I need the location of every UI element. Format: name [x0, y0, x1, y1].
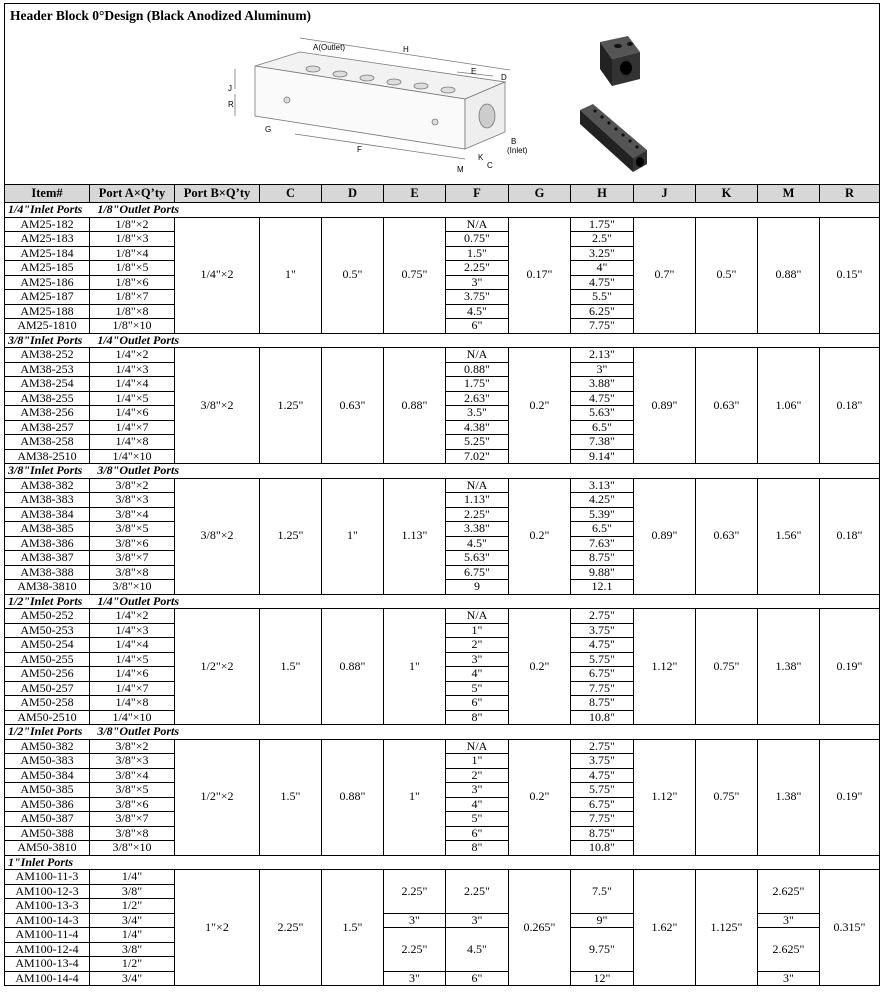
h-cell: 7.75" — [571, 319, 634, 334]
f-cell: N/A — [446, 217, 509, 232]
table-row — [5, 478, 880, 493]
m-cell: 1.38" — [758, 739, 820, 855]
f-cell: 8" — [446, 710, 509, 725]
h-cell: 3" — [571, 362, 634, 377]
item-cell: AM25-183 — [5, 232, 90, 247]
port-a-cell: 1/4"×7 — [90, 681, 175, 696]
h-cell: 12.1 — [571, 580, 634, 595]
h-cell: 7.63" — [571, 536, 634, 551]
m-cell: 0.88" — [758, 217, 820, 333]
item-cell: AM100-11-3 — [5, 870, 90, 885]
item-cell: AM100-12-4 — [5, 942, 90, 957]
h-cell: 4.75" — [571, 768, 634, 783]
label-g: G — [265, 125, 272, 134]
f-cell: 5" — [446, 681, 509, 696]
item-cell: AM50-2510 — [5, 710, 90, 725]
column-header: E — [384, 185, 446, 203]
h-cell: 5.75" — [571, 652, 634, 667]
item-cell: AM50-387 — [5, 812, 90, 827]
f-cell: 6" — [446, 319, 509, 334]
h-cell: 8.75" — [571, 696, 634, 711]
item-cell: AM50-252 — [5, 609, 90, 624]
h-cell: 8.75" — [571, 826, 634, 841]
item-cell: AM38-386 — [5, 536, 90, 551]
item-cell: AM38-253 — [5, 362, 90, 377]
port-a-cell: 3/8"×5 — [90, 783, 175, 798]
column-header: J — [634, 185, 696, 203]
port-b-cell: 1/4"×2 — [175, 217, 260, 333]
h-cell: 5.75" — [571, 783, 634, 798]
port-a-cell: 1/2" — [90, 899, 175, 914]
g-cell: 0.2" — [509, 478, 571, 594]
item-cell: AM50-254 — [5, 638, 90, 653]
h-cell: 6.5" — [571, 522, 634, 537]
item-cell: AM38-384 — [5, 507, 90, 522]
e-cell: 2.25" — [384, 870, 446, 914]
item-cell: AM50-383 — [5, 754, 90, 769]
item-cell: AM25-182 — [5, 217, 90, 232]
item-cell: AM38-385 — [5, 522, 90, 537]
column-header: D — [322, 185, 384, 203]
port-a-cell: 1/4"×4 — [90, 377, 175, 392]
h-cell: 10.8" — [571, 841, 634, 856]
port-a-cell: 3/8"×3 — [90, 493, 175, 508]
item-cell: AM38-258 — [5, 435, 90, 450]
d-cell: 0.63" — [322, 348, 384, 464]
item-cell: AM100-12-3 — [5, 884, 90, 899]
r-cell: 0.315" — [820, 870, 880, 986]
e-cell: 3" — [384, 913, 446, 928]
m-cell: 3" — [758, 971, 820, 986]
f-cell: 1.75" — [446, 377, 509, 392]
h-cell: 9.88" — [571, 565, 634, 580]
port-a-cell: 1/4"×4 — [90, 638, 175, 653]
h-cell: 6.75" — [571, 667, 634, 682]
r-cell: 0.18" — [820, 478, 880, 594]
h-cell: 6.25" — [571, 304, 634, 319]
item-cell: AM25-1810 — [5, 319, 90, 334]
h-cell: 8.75" — [571, 551, 634, 566]
f-cell: 8" — [446, 841, 509, 856]
item-cell: AM50-385 — [5, 783, 90, 798]
column-header: Port A×Q’ty — [90, 185, 175, 203]
d-cell: 1.5" — [322, 870, 384, 986]
e-cell: 1" — [384, 609, 446, 725]
h-cell: 4.75" — [571, 638, 634, 653]
column-header: K — [696, 185, 758, 203]
c-cell: 1.25" — [260, 348, 322, 464]
item-cell: AM38-254 — [5, 377, 90, 392]
j-cell: 0.7" — [634, 217, 696, 333]
item-cell: AM50-382 — [5, 739, 90, 754]
k-cell: 0.75" — [696, 739, 758, 855]
f-cell: 1" — [446, 754, 509, 769]
f-cell: 6" — [446, 826, 509, 841]
port-b-cell: 3/8"×2 — [175, 348, 260, 464]
f-cell: N/A — [446, 348, 509, 363]
port-a-cell: 1/8"×3 — [90, 232, 175, 247]
j-cell: 1.62" — [634, 870, 696, 986]
item-cell: AM100-11-4 — [5, 928, 90, 943]
d-cell: 0.88" — [322, 739, 384, 855]
header-row — [5, 185, 880, 203]
port-a-cell: 1/8"×4 — [90, 246, 175, 261]
port-a-cell: 3/8"×4 — [90, 768, 175, 783]
item-cell: AM50-388 — [5, 826, 90, 841]
f-cell: 0.75" — [446, 232, 509, 247]
h-cell: 5.5" — [571, 290, 634, 305]
e-cell: 2.25" — [384, 928, 446, 972]
section-heading: 1/4"Inlet Ports 1/8"Outlet Ports — [5, 203, 880, 218]
item-cell: AM25-184 — [5, 246, 90, 261]
item-cell: AM25-187 — [5, 290, 90, 305]
label-e: E — [471, 67, 477, 76]
h-cell: 3.25" — [571, 246, 634, 261]
port-a-cell: 1/8"×6 — [90, 275, 175, 290]
h-cell: 7.75" — [571, 812, 634, 827]
port-a-cell: 3/8" — [90, 942, 175, 957]
table-row — [5, 739, 880, 754]
section-heading: 1/2"Inlet Ports 1/4"Outlet Ports — [5, 594, 880, 609]
j-cell: 1.12" — [634, 609, 696, 725]
item-cell: AM38-383 — [5, 493, 90, 508]
f-cell: 0.88" — [446, 362, 509, 377]
port-a-cell: 3/8"×10 — [90, 580, 175, 595]
h-cell: 3.75" — [571, 623, 634, 638]
f-cell: 9 — [446, 580, 509, 595]
port-a-cell: 1/4"×8 — [90, 435, 175, 450]
f-cell: 4.38" — [446, 420, 509, 435]
section-heading-row — [5, 333, 880, 348]
port-a-cell: 3/8" — [90, 884, 175, 899]
item-cell: AM38-382 — [5, 478, 90, 493]
item-cell: AM38-387 — [5, 551, 90, 566]
e-cell: 1" — [384, 739, 446, 855]
m-cell: 1.56" — [758, 478, 820, 594]
table-row — [5, 348, 880, 363]
h-cell: 4.25" — [571, 493, 634, 508]
port-a-cell: 1/4"×10 — [90, 449, 175, 464]
f-cell: 6.75" — [446, 565, 509, 580]
item-cell: AM50-253 — [5, 623, 90, 638]
h-cell: 3.75" — [571, 754, 634, 769]
h-cell: 1.75" — [571, 217, 634, 232]
m-cell: 2.625" — [758, 870, 820, 914]
item-cell: AM100-14-3 — [5, 913, 90, 928]
f-cell: 5.63" — [446, 551, 509, 566]
port-a-cell: 3/8"×8 — [90, 565, 175, 580]
port-a-cell: 3/8"×8 — [90, 826, 175, 841]
h-cell: 6.75" — [571, 797, 634, 812]
item-cell: AM25-186 — [5, 275, 90, 290]
section-heading: 3/8"Inlet Ports 3/8"Outlet Ports — [5, 464, 880, 479]
port-a-cell: 3/8"×2 — [90, 739, 175, 754]
column-header: R — [820, 185, 880, 203]
j-cell: 0.89" — [634, 478, 696, 594]
label-f: F — [357, 145, 362, 154]
h-cell: 2.13" — [571, 348, 634, 363]
k-cell: 0.5" — [696, 217, 758, 333]
f-cell: 2" — [446, 768, 509, 783]
k-cell: 0.63" — [696, 478, 758, 594]
section-heading: 3/8"Inlet Ports 1/4"Outlet Ports — [5, 333, 880, 348]
e-cell: 1.13" — [384, 478, 446, 594]
label-c: C — [487, 161, 493, 170]
item-cell: AM100-14-4 — [5, 971, 90, 986]
c-cell: 1" — [260, 217, 322, 333]
port-a-cell: 3/8"×7 — [90, 551, 175, 566]
f-cell: 4.5" — [446, 304, 509, 319]
section-heading-row — [5, 464, 880, 479]
e-cell: 0.88" — [384, 348, 446, 464]
j-cell: 0.89" — [634, 348, 696, 464]
column-header: H — [571, 185, 634, 203]
section-heading-row — [5, 725, 880, 740]
h-cell: 6.5" — [571, 420, 634, 435]
f-cell: N/A — [446, 739, 509, 754]
product-photo-long — [575, 102, 655, 177]
table-row — [5, 217, 880, 232]
h-cell: 9.14" — [571, 449, 634, 464]
item-cell: AM38-255 — [5, 391, 90, 406]
f-cell: 1.5" — [446, 246, 509, 261]
item-cell: AM50-386 — [5, 797, 90, 812]
column-header: G — [509, 185, 571, 203]
item-cell: AM100-13-4 — [5, 957, 90, 972]
item-cell: AM50-384 — [5, 768, 90, 783]
h-cell: 7.5" — [571, 870, 634, 914]
port-b-cell: 1/2"×2 — [175, 609, 260, 725]
h-cell: 10.8" — [571, 710, 634, 725]
g-cell: 0.2" — [509, 609, 571, 725]
port-a-cell: 1/4"×3 — [90, 623, 175, 638]
page-title: Header Block 0°Design (Black Anodized Aluminum) — [10, 8, 312, 23]
e-cell: 0.75" — [384, 217, 446, 333]
k-cell: 0.75" — [696, 609, 758, 725]
h-cell: 4.75" — [571, 275, 634, 290]
item-cell: AM50-255 — [5, 652, 90, 667]
h-cell: 3.88" — [571, 377, 634, 392]
f-cell: 3" — [446, 275, 509, 290]
spec-table — [4, 184, 880, 986]
g-cell: 0.2" — [509, 348, 571, 464]
port-a-cell: 3/8"×4 — [90, 507, 175, 522]
port-a-cell: 3/8"×6 — [90, 536, 175, 551]
g-cell: 0.17" — [509, 217, 571, 333]
port-a-cell: 1/8"×10 — [90, 319, 175, 334]
g-cell: 0.2" — [509, 739, 571, 855]
f-cell: 7.02" — [446, 449, 509, 464]
k-cell: 1.125" — [696, 870, 758, 986]
h-cell: 2.75" — [571, 739, 634, 754]
f-cell: 6" — [446, 696, 509, 711]
section-heading: 1/2"Inlet Ports 3/8"Outlet Ports — [5, 725, 880, 740]
port-a-cell: 1/4"×2 — [90, 609, 175, 624]
d-cell: 0.5" — [322, 217, 384, 333]
port-a-cell: 3/8"×7 — [90, 812, 175, 827]
label-m: M — [457, 165, 464, 174]
port-a-cell: 1/4" — [90, 870, 175, 885]
f-cell: 4.5" — [446, 536, 509, 551]
h-cell: 12" — [571, 971, 634, 986]
r-cell: 0.19" — [820, 609, 880, 725]
port-a-cell: 1/4"×10 — [90, 710, 175, 725]
item-cell: AM50-256 — [5, 667, 90, 682]
f-cell: 1" — [446, 623, 509, 638]
h-cell: 5.39" — [571, 507, 634, 522]
label-j: J — [228, 84, 232, 93]
c-cell: 2.25" — [260, 870, 322, 986]
m-cell: 3" — [758, 913, 820, 928]
port-a-cell: 3/4" — [90, 913, 175, 928]
item-cell: AM38-388 — [5, 565, 90, 580]
product-photo-short — [590, 34, 650, 89]
port-a-cell: 1/4"×8 — [90, 696, 175, 711]
f-cell: 5.25" — [446, 435, 509, 450]
table-body — [5, 203, 880, 986]
port-a-cell: 3/8"×2 — [90, 478, 175, 493]
port-a-cell: 1/4"×7 — [90, 420, 175, 435]
f-cell: 3" — [446, 783, 509, 798]
h-cell: 7.38" — [571, 435, 634, 450]
h-cell: 5.63" — [571, 406, 634, 421]
d-cell: 0.88" — [322, 609, 384, 725]
port-a-cell: 3/8"×10 — [90, 841, 175, 856]
f-cell: 2" — [446, 638, 509, 653]
port-a-cell: 3/8"×6 — [90, 797, 175, 812]
column-header: F — [446, 185, 509, 203]
port-b-cell: 3/8"×2 — [175, 478, 260, 594]
f-cell: 4" — [446, 667, 509, 682]
f-cell: 3.75" — [446, 290, 509, 305]
f-cell: 5" — [446, 812, 509, 827]
column-header: Item# — [5, 185, 90, 203]
column-header: Port B×Q’ty — [175, 185, 260, 203]
f-cell: 2.25" — [446, 870, 509, 914]
port-b-cell: 1/2"×2 — [175, 739, 260, 855]
port-a-cell: 3/4" — [90, 971, 175, 986]
h-cell: 7.75" — [571, 681, 634, 696]
k-cell: 0.63" — [696, 348, 758, 464]
f-cell: 4" — [446, 797, 509, 812]
section-heading-row — [5, 203, 880, 218]
label-b: B — [511, 137, 517, 146]
port-a-cell: 1/4"×2 — [90, 348, 175, 363]
port-a-cell: 1/8"×5 — [90, 261, 175, 276]
d-cell: 1" — [322, 478, 384, 594]
section-heading-row — [5, 855, 880, 870]
h-cell: 4.75" — [571, 391, 634, 406]
g-cell: 0.265" — [509, 870, 571, 986]
h-cell: 2.5" — [571, 232, 634, 247]
item-cell: AM25-188 — [5, 304, 90, 319]
f-cell: 3" — [446, 913, 509, 928]
label-k: K — [478, 153, 484, 162]
port-a-cell: 1/4" — [90, 928, 175, 943]
f-cell: 3" — [446, 652, 509, 667]
port-a-cell: 1/8"×7 — [90, 290, 175, 305]
h-cell: 9.75" — [571, 928, 634, 972]
item-cell: AM50-257 — [5, 681, 90, 696]
h-cell: 3.13" — [571, 478, 634, 493]
column-header: M — [758, 185, 820, 203]
table-row — [5, 609, 880, 624]
j-cell: 1.12" — [634, 739, 696, 855]
port-a-cell: 1/4"×5 — [90, 652, 175, 667]
port-b-cell: 1"×2 — [175, 870, 260, 986]
item-cell: AM100-13-3 — [5, 899, 90, 914]
item-cell: AM38-2510 — [5, 449, 90, 464]
port-a-cell: 1/4"×6 — [90, 667, 175, 682]
port-a-cell: 1/4"×5 — [90, 391, 175, 406]
port-a-cell: 1/8"×2 — [90, 217, 175, 232]
f-cell: 3.38" — [446, 522, 509, 537]
f-cell: 6" — [446, 971, 509, 986]
f-cell: N/A — [446, 609, 509, 624]
c-cell: 1.5" — [260, 609, 322, 725]
label-b-inlet: (Inlet) — [507, 146, 528, 155]
f-cell: N/A — [446, 478, 509, 493]
e-cell: 3" — [384, 971, 446, 986]
r-cell: 0.15" — [820, 217, 880, 333]
item-cell: AM38-257 — [5, 420, 90, 435]
h-cell: 9" — [571, 913, 634, 928]
r-cell: 0.19" — [820, 739, 880, 855]
item-cell: AM50-3810 — [5, 841, 90, 856]
f-cell: 2.25" — [446, 507, 509, 522]
dimension-diagram — [225, 24, 565, 184]
m-cell: 2.625" — [758, 928, 820, 972]
section-heading: 1"Inlet Ports — [5, 855, 880, 870]
label-d: D — [501, 73, 507, 82]
f-cell: 4.5" — [446, 928, 509, 972]
label-a: A(Outlet) — [313, 43, 346, 52]
label-r: R — [228, 100, 234, 109]
section-heading-row — [5, 594, 880, 609]
port-a-cell: 1/2" — [90, 957, 175, 972]
m-cell: 1.06" — [758, 348, 820, 464]
item-cell: AM38-252 — [5, 348, 90, 363]
r-cell: 0.18" — [820, 348, 880, 464]
item-cell: AM50-258 — [5, 696, 90, 711]
spec-sheet — [4, 3, 880, 986]
port-a-cell: 1/8"×8 — [90, 304, 175, 319]
c-cell: 1.5" — [260, 739, 322, 855]
port-a-cell: 1/4"×3 — [90, 362, 175, 377]
f-cell: 2.63" — [446, 391, 509, 406]
port-a-cell: 3/8"×5 — [90, 522, 175, 537]
h-cell: 2.75" — [571, 609, 634, 624]
header-panel — [4, 3, 880, 184]
port-a-cell: 1/4"×6 — [90, 406, 175, 421]
item-cell: AM25-185 — [5, 261, 90, 276]
f-cell: 1.13" — [446, 493, 509, 508]
m-cell: 1.38" — [758, 609, 820, 725]
table-row — [5, 870, 880, 885]
column-header: C — [260, 185, 322, 203]
f-cell: 2.25" — [446, 261, 509, 276]
c-cell: 1.25" — [260, 478, 322, 594]
item-cell: AM38-256 — [5, 406, 90, 421]
port-a-cell: 3/8"×3 — [90, 754, 175, 769]
item-cell: AM38-3810 — [5, 580, 90, 595]
h-cell: 4" — [571, 261, 634, 276]
f-cell: 3.5" — [446, 406, 509, 421]
label-h: H — [403, 45, 409, 54]
